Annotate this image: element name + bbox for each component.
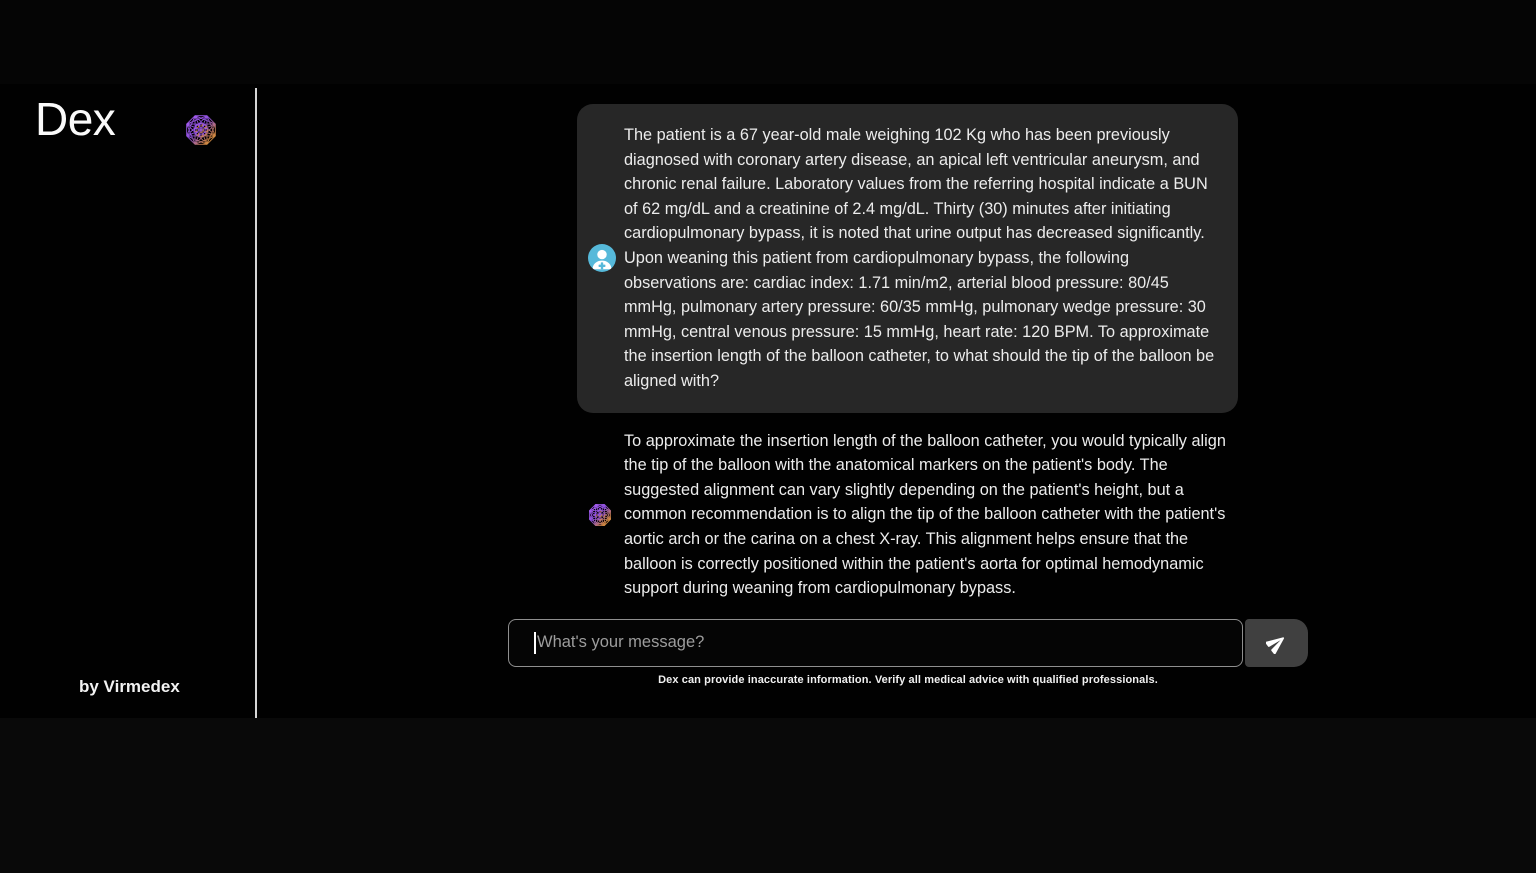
send-button[interactable] [1245,619,1308,667]
assistant-message-text: To approximate the insertion length of the balloon catheter, you would typically align the tip of the balloon with the anatomical markers on the patient's body. The suggested alignment can vary slightly depending on the patient's height, but a common recommendation is to align the tip of the balloon catheter with the patient's aortic arch or the carina on a chest X-ray. This alignment helps ensure that the balloon is correctly positioned within the patient's aorta for optimal hemodynamic support during weaning from cardiopulmonary bypass. [624,431,1226,598]
message-input-wrap [508,619,1243,667]
byline: by Virmedex [79,677,180,696]
user-message-text: The patient is a 67 year-old male weighing 102 Kg who has been previously diagnosed with coronary artery disease, an apical left ventricular aneurysm, and chronic renal failure. Laboratory values from the referring hospital indicate a BUN of 62 mg/dL and a creatinine of 2.4 mg/dL. Thirty (30) minutes after initiating cardiopulmonary bypass, it is noted that urine output has decreased significantly. Upon weaning this patient from cardiopulmonary bypass, the following observations are: cardiac index: 1.71 min/m2, arterial blood pressure: 80/45 mmHg, pulmonary artery pressure: 60/35 mmHg, pulmonary wedge pressure: 30 mmHg, central venous pressure: 15 mmHg, heart rate: 120 BPM. To approximate the insertion length of the balloon catheter, to what should the tip of the balloon be aligned with? [624,126,1215,390]
assistant-message-row [508,429,1308,601]
chat-main [256,84,1536,718]
user-message-bubble [577,104,1238,413]
chat-column [508,84,1308,686]
disclaimer: Dex can provide inaccurate information. Verify all medical advice with qualified professionals. [658,673,1158,686]
app-window [0,84,1536,718]
dex-logo-icon [182,111,220,149]
message-input[interactable] [508,619,1243,667]
user-avatar doctor-icon [588,244,616,272]
message-input-row [508,619,1308,667]
paper-plane-icon [1266,632,1288,654]
sidebar [0,84,256,718]
text-caret [534,632,536,654]
assistant-avatar dex-logo-icon [586,501,614,529]
window-top-bar [0,0,1536,84]
app-title: Dex [35,93,116,145]
user-message-row [508,104,1308,413]
